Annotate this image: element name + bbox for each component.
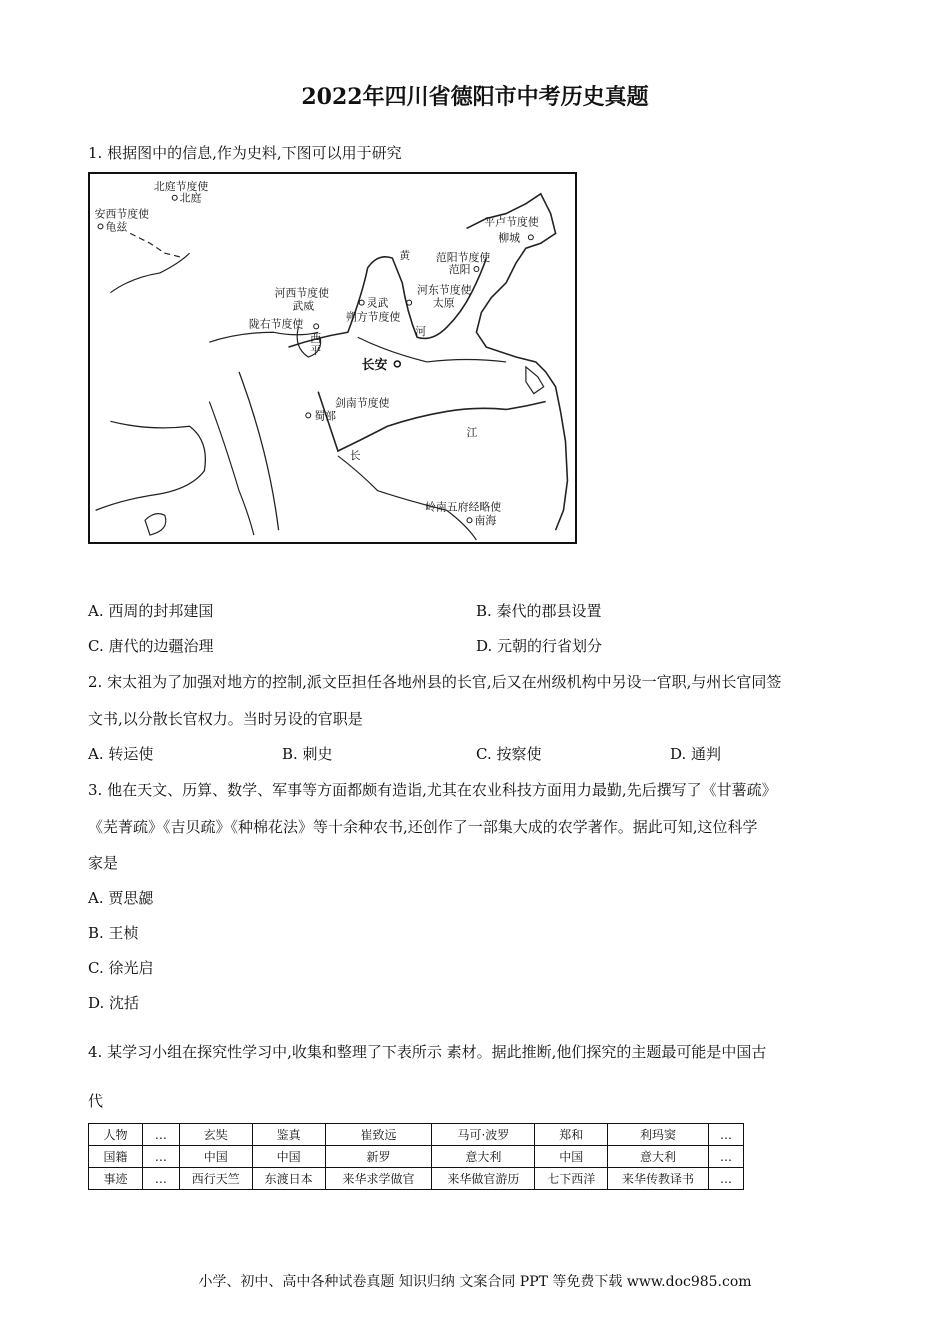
q3-option-b[interactable]: B. 王桢 [88, 924, 139, 942]
map-drawing [90, 174, 575, 542]
table-cell: 郑和 [535, 1124, 608, 1146]
q1-option-b[interactable]: B. 秦代的郡县设置 [476, 602, 602, 620]
q3-stem-line1: 3. 他在天文、历算、数学、军事等方面都颇有造诣,尤其在农业科技方面用力最勤,先后撰写了《甘薯疏》 [88, 781, 777, 799]
q3-option-a[interactable]: A. 贾思勰 [88, 889, 154, 907]
map-label-guizi: 龟兹 [105, 220, 128, 234]
table-row [89, 1124, 744, 1146]
table-row [89, 1146, 744, 1168]
q4-stem-line2: 代 [88, 1092, 104, 1110]
table-cell: 中国 [179, 1146, 252, 1168]
table-cell: 玄奘 [179, 1124, 252, 1146]
q2-option-a[interactable]: A. 转运使 [88, 745, 154, 763]
q4-stem-line1: 4. 某学习小组在探究性学习中,收集和整理了下表所示 素材。据此推断,他们探究的主题最可能是中国古 [88, 1043, 767, 1061]
map-label-chang: 长 [349, 448, 361, 462]
map-label-changan: 长安 [361, 357, 388, 373]
q3-stem-line3: 家是 [88, 854, 119, 872]
map-label-hexi-jiedushi: 河西节度使 [274, 286, 330, 300]
q1-option-d[interactable]: D. 元朝的行省划分 [476, 637, 603, 655]
table-cell: 东渡日本 [252, 1168, 325, 1190]
q2-option-b[interactable]: B. 刺史 [282, 745, 333, 763]
map-label-jiang: 江 [466, 426, 478, 440]
map-label-ping: 平 [310, 344, 322, 358]
map-label-liucheng: 柳城 [498, 231, 520, 245]
table-cell: … [142, 1146, 179, 1168]
tang-map [88, 172, 577, 544]
q4-table-body [89, 1124, 744, 1190]
q2-stem-line2: 文书,以分散长官权力。当时另设的官职是 [88, 710, 363, 728]
q2-option-d[interactable]: D. 通判 [670, 745, 722, 763]
q2-option-c[interactable]: C. 按察使 [476, 745, 542, 763]
page-footer: 小学、初中、高中各种试卷真题 知识归纳 文案合同 PPT 等免费下载 www.doc985.com [198, 1274, 752, 1290]
q3-stem-line2: 《芜菁疏》《吉贝疏》《种棉花法》等十余种农书,还创作了一部集大成的农学著作。据此可知,这位科学 [88, 818, 758, 836]
map-label-xi: 西 [310, 332, 322, 346]
page-title: 2022年四川省德阳市中考历史真题 [301, 84, 649, 110]
table-row-header: 国籍 [89, 1146, 143, 1168]
table-cell: 意大利 [432, 1146, 535, 1168]
map-label-jiannan-jiedushi: 剑南节度使 [334, 396, 390, 410]
q4-table [88, 1123, 744, 1190]
table-cell: 利玛窦 [608, 1124, 709, 1146]
map-label-he: 河 [415, 325, 426, 339]
map-label-huang: 黄 [399, 249, 411, 263]
map-label-fanyang: 范阳 [448, 262, 471, 276]
map-label-taiyuan: 太原 [432, 296, 455, 310]
q3-option-d[interactable]: D. 沈括 [88, 994, 140, 1012]
map-label-fanyang-jiedushi: 范阳节度使 [435, 251, 491, 265]
map-label-pinglu-jiedushi: 平卢节度使 [484, 215, 539, 229]
map-label-wuwei: 武威 [292, 299, 315, 313]
map-label-beiting-jiedushi: 北庭节度使 [153, 179, 209, 193]
map-label-shuofang-jiedushi: 朔方节度使 [345, 310, 401, 324]
q2-stem-line1: 2. 宋太祖为了加强对地方的控制,派文臣担任各地州县的长官,后又在州级机构中另设一官职,与州长官同签 [88, 673, 782, 691]
map-label-hedong-jiedushi: 河东节度使 [417, 283, 472, 297]
q1-stem: 1. 根据图中的信息,作为史料,下图可以用于研究 [88, 144, 402, 162]
table-cell: 鉴真 [252, 1124, 325, 1146]
q1-option-a[interactable]: A. 西周的封邦建国 [88, 602, 214, 620]
table-cell: 崔致远 [325, 1124, 432, 1146]
table-cell: 七下西洋 [535, 1168, 608, 1190]
table-cell: 来华求学做官 [325, 1168, 432, 1190]
table-row-header: 人物 [89, 1124, 143, 1146]
map-label-anxi-jiedushi: 安西节度使 [94, 207, 149, 221]
table-cell: 中国 [535, 1146, 608, 1168]
table-cell: 来华做官游历 [432, 1168, 535, 1190]
table-cell: 中国 [252, 1146, 325, 1168]
table-cell: 来华传教译书 [608, 1168, 709, 1190]
table-cell: … [708, 1168, 743, 1190]
map-label-shubu: 蜀部 [314, 409, 336, 423]
table-cell: 西行天竺 [179, 1168, 252, 1190]
table-cell: 意大利 [608, 1146, 709, 1168]
table-cell: … [142, 1168, 179, 1190]
map-label-lingwu: 灵武 [366, 296, 389, 310]
map-label-longyou-jiedushi: 陇右节度使 [248, 317, 304, 331]
q3-option-c[interactable]: C. 徐光启 [88, 959, 154, 977]
table-cell: 新罗 [325, 1146, 432, 1168]
map-label-beiting: 北庭 [179, 191, 202, 205]
table-cell: … [708, 1124, 743, 1146]
map-label-nanhai: 南海 [474, 514, 497, 528]
map-label-lingnan: 岭南五府经略使 [424, 500, 502, 514]
table-row [89, 1168, 744, 1190]
table-cell: 马可·波罗 [432, 1124, 535, 1146]
table-cell: … [708, 1146, 743, 1168]
table-cell: … [142, 1124, 179, 1146]
table-row-header: 事迹 [89, 1168, 143, 1190]
q1-option-c[interactable]: C. 唐代的边疆治理 [88, 637, 214, 655]
